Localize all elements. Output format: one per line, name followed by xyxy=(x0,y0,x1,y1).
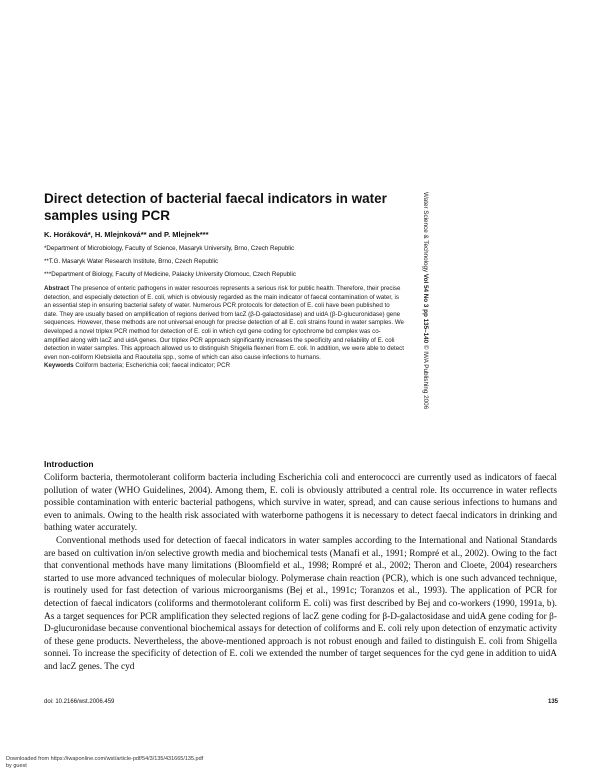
download-footer xyxy=(6,756,203,769)
section-heading-introduction: Introduction xyxy=(44,459,94,469)
affiliation: ***Department of Biology, Faculty of Medicine, Palacky University Olomouc, Czech Republic xyxy=(44,271,296,278)
abstract-label: Abstract xyxy=(44,285,70,292)
page-number: 135 xyxy=(547,699,558,705)
affiliation: *Department of Microbiology, Faculty of Science, Masaryk University, Brno, Czech Republic xyxy=(44,245,295,252)
keywords-label: Keywords xyxy=(44,362,74,370)
doi: doi: 10.2166/wst.2006.459 xyxy=(44,699,115,705)
download-url: Downloaded from https://iwaponline.com/wst/article-pdf/54/3/135/431665/135.pdf xyxy=(6,756,204,762)
journal-sidebar xyxy=(418,192,428,512)
paper-title: Direct detection of bacterial faecal indicators in water samples using PCR xyxy=(44,191,387,223)
intro-paragraph: Conventional methods used for detection of faecal indicators in water samples according to the International and National Standards are based on cultivation in/on selective growth media and biochemical tests (Manafi et al., 1991; Rompré et al., 2002). Owing to the fact that conventional methods have many limitations (Bloomfield et al., 1998; Rompré et al., 2002; Theron and Cloete, 2004) researchers started to use more advanced techniques of molecular biology. Polymerase chain reaction (PCR), which is one such advanced technique, is routinely used for fast detection of various microorganisms (Bej et al., 1991c; Toranzos et al., 1993). The application of PCR for detection of faecal indicators (coliforms and thermotolerant coliform E. coli) was first described by Bej and co-workers (1990, 1991a, b). As a target sequences for PCR amplification they selected regions of lacZ gene coding for β-D-galactosidase and uidA gene coding for β-D-glucuronidase because conventional biochemical assays for detection of coliforms and E. coli rely upon detection of enzymatic activity of these gene products. Nevertheless, the above-mentioned approach is not robust enough and failed to distinguish E. coli from Shigella sonnei. To increase the specificity of detection of E. coli we extended the number of target sequences for the cyd gene in addition to uidA and lacZ genes. The cyd xyxy=(44,535,557,672)
journal-name: Water Science & Technology xyxy=(422,192,429,273)
journal-volume: Vol 54 No 3 pp 135–140 xyxy=(422,273,429,344)
download-guest: by guest xyxy=(6,762,27,769)
keywords-text: Coliform bacteria; Escherichia coli; faecal indicator; PCR xyxy=(75,362,231,370)
abstract-block xyxy=(44,285,404,371)
intro-paragraph: Coliform bacteria, thermotolerant coliform bacteria including Escherichia coli and enterococci are currently used as indicators of faecal pollution of water (WHO Guidelines, 2004). Among them, E. coli is obviously attributed a central role. Its occurrence in water reflects possible contamination with enteric bacterial pathogens, which survive in water, spread, and can cause serious infections to humans and even to animals. Owing to the health risk associated with waterborne pathogens it is necessary to detect faecal indicators in drinking and bathing water accurately. xyxy=(44,473,557,534)
abstract-text: The presence of enteric pathogens in water resources represents a serious risk for public health. Therefore, their precise detection, and especially detection of E. coli, which is obviously regarded as the main indicator of faecal contamination of water, is an essential step in ensuring bacterial safety of water. Numerous PCR protocols for detection of E. coli have been published to date. They are usually based on amplification of regions derived from lacZ (β-D-galactosidase) and uidA (β-D-glucuronidase) gene sequences. However, these methods are not universal enough for precise detection of all E. coli strains found in water samples. We developed a novel triplex PCR method for detection of E. coli in which cyd gene coding for cytochrome bd complex was co-amplified along with lacZ and uidA genes. Our triplex PCR approach significantly increases the specificity and reliability of E. coli detection in water samples. This approach allowed us to distinguish Shigella flexneri from E. coli. In addition, we were able to detect even non-coliform Klebsiella and Raoutella spp., some of which can also cause infections to humans. xyxy=(44,285,404,361)
journal-sidebar-text xyxy=(422,192,429,409)
authors: K. Horáková*, H. Mlejnková** and P. Mlejnek*** xyxy=(44,230,209,239)
journal-copyright: © IWA Publishing 2006 xyxy=(422,344,429,410)
affiliations xyxy=(44,242,434,281)
affiliation: **T.G. Masaryk Water Research Institute, Brno, Czech Republic xyxy=(44,258,219,265)
introduction-body xyxy=(44,472,557,674)
